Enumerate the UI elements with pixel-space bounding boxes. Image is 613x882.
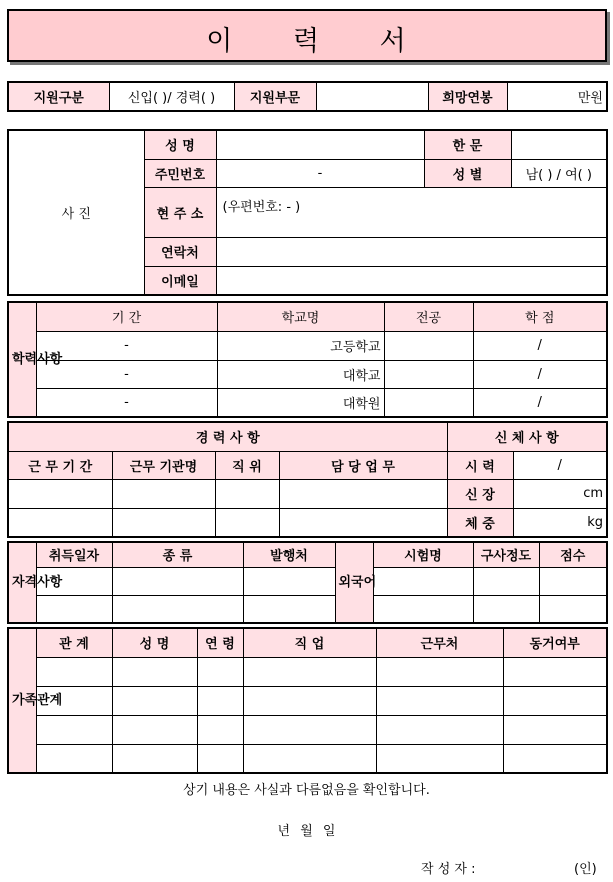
table-row — [8, 744, 607, 773]
family-cell[interactable] — [112, 715, 197, 744]
confirm-statement: 상기 내용은 사실과 다름없음을 확인합니다. — [183, 783, 430, 798]
qualification-side-label: 자격사항 — [8, 542, 36, 623]
family-cell[interactable] — [376, 744, 503, 773]
family-header-workplace: 근무처 — [376, 628, 503, 657]
salary-label: 희망연봉 — [428, 82, 507, 111]
family-cell[interactable] — [243, 657, 376, 686]
qual-cell[interactable] — [243, 567, 335, 595]
career-header-duty: 담 당 업 무 — [279, 451, 447, 479]
lang-header-test: 시험명 — [373, 542, 473, 567]
family-cell[interactable] — [376, 657, 503, 686]
apply-table — [7, 81, 608, 112]
qual-cell[interactable] — [243, 595, 335, 623]
career-cell[interactable] — [279, 479, 447, 508]
edu-header-school: 학교명 — [217, 302, 384, 331]
career-cell[interactable] — [279, 508, 447, 537]
rrn-field[interactable]: - — [216, 159, 424, 187]
height-label: 신 장 — [447, 479, 513, 508]
qual-cell[interactable] — [112, 567, 243, 595]
edu-period[interactable]: - — [36, 360, 217, 388]
body-section-label: 신 체 사 항 — [447, 422, 607, 451]
page-title: 이 력 서 — [206, 26, 408, 57]
career-cell[interactable] — [215, 508, 279, 537]
lang-cell[interactable] — [473, 595, 539, 623]
table-row — [8, 686, 607, 715]
family-cell[interactable] — [112, 657, 197, 686]
eyesight-label: 시 력 — [447, 451, 513, 479]
career-table — [7, 421, 608, 538]
family-header-age: 연 령 — [197, 628, 243, 657]
edu-school[interactable]: 고등학교 — [217, 331, 384, 360]
name-field[interactable] — [216, 130, 424, 159]
contact-field[interactable] — [216, 237, 607, 266]
lang-header-level: 구사정도 — [473, 542, 539, 567]
career-header-period: 근 무 기 간 — [8, 451, 112, 479]
table-row — [8, 360, 607, 388]
family-cell[interactable] — [36, 657, 112, 686]
rrn-label: 주민번호 — [144, 159, 216, 187]
email-field[interactable] — [216, 266, 607, 295]
family-header-job: 직 업 — [243, 628, 376, 657]
apply-dept-label: 지원부문 — [234, 82, 316, 111]
table-row — [8, 595, 607, 623]
edu-gpa[interactable]: / — [473, 360, 607, 388]
career-cell[interactable] — [8, 479, 112, 508]
seal-mark: (인) — [574, 862, 597, 877]
family-cell[interactable] — [376, 715, 503, 744]
gender-field[interactable]: 남( ) / 여( ) — [511, 159, 607, 187]
education-side-label: 학력사항 — [8, 302, 36, 417]
edu-header-major: 전공 — [384, 302, 473, 331]
edu-school[interactable]: 대학교 — [217, 360, 384, 388]
family-cell[interactable] — [503, 715, 607, 744]
table-row — [8, 508, 607, 537]
edu-school[interactable]: 대학원 — [217, 388, 384, 417]
lang-cell[interactable] — [373, 595, 473, 623]
career-cell[interactable] — [8, 508, 112, 537]
table-row — [8, 657, 607, 686]
edu-header-gpa: 학 점 — [473, 302, 607, 331]
family-header-relation: 관 계 — [36, 628, 112, 657]
edu-period[interactable]: - — [36, 388, 217, 417]
name-label: 성 명 — [144, 130, 216, 159]
weight-value[interactable]: kg — [513, 508, 607, 537]
career-cell[interactable] — [215, 479, 279, 508]
address-label: 현 주 소 — [144, 187, 216, 237]
family-cell[interactable] — [112, 686, 197, 715]
family-table — [7, 627, 608, 774]
photo-area[interactable]: 사 진 — [8, 130, 144, 295]
edu-period[interactable]: - — [36, 331, 217, 360]
career-header-position: 직 위 — [215, 451, 279, 479]
edu-gpa[interactable]: / — [473, 388, 607, 417]
edu-header-period: 기 간 — [36, 302, 217, 331]
edu-gpa[interactable]: / — [473, 331, 607, 360]
writer-label: 작 성 자 : — [421, 862, 476, 877]
lang-cell[interactable] — [539, 595, 607, 623]
qualification-table — [7, 541, 608, 624]
family-cell[interactable] — [36, 715, 112, 744]
lang-cell[interactable] — [373, 567, 473, 595]
family-cell[interactable] — [243, 715, 376, 744]
table-row — [8, 715, 607, 744]
table-row — [8, 479, 607, 508]
title-box — [7, 9, 607, 62]
qual-header-issuer: 발행처 — [243, 542, 335, 567]
lang-header-score: 점수 — [539, 542, 607, 567]
family-header-cohabit: 동거여부 — [503, 628, 607, 657]
family-cell[interactable] — [503, 686, 607, 715]
edu-major[interactable] — [384, 360, 473, 388]
address-field[interactable]: (우편번호: - ) — [216, 187, 607, 237]
date-line: 년 월 일 — [277, 824, 336, 839]
family-cell[interactable] — [197, 686, 243, 715]
edu-major[interactable] — [384, 388, 473, 417]
qual-cell[interactable] — [36, 595, 112, 623]
table-row — [8, 331, 607, 360]
qual-header-date: 취득일자 — [36, 542, 112, 567]
family-cell[interactable] — [112, 744, 197, 773]
gender-label: 성 별 — [424, 159, 511, 187]
family-cell[interactable] — [197, 744, 243, 773]
qual-header-type: 종 류 — [112, 542, 243, 567]
family-cell[interactable] — [197, 657, 243, 686]
family-cell[interactable] — [376, 686, 503, 715]
personal-table — [7, 129, 608, 296]
edu-major[interactable] — [384, 331, 473, 360]
family-header-name: 성 명 — [112, 628, 197, 657]
table-row — [8, 388, 607, 417]
apply-type-label: 지원구분 — [8, 82, 109, 111]
career-section-label: 경 력 사 항 — [8, 422, 447, 451]
career-cell[interactable] — [112, 479, 215, 508]
email-label: 이메일 — [144, 266, 216, 295]
family-cell[interactable] — [503, 744, 607, 773]
family-cell[interactable] — [503, 657, 607, 686]
table-row — [8, 567, 607, 595]
hanja-label: 한 문 — [424, 130, 511, 159]
apply-dept-value[interactable] — [316, 82, 428, 111]
hanja-field[interactable] — [511, 130, 607, 159]
language-side-label: 외국어 — [335, 542, 373, 623]
salary-value[interactable]: 만원 — [507, 82, 607, 111]
apply-type-value[interactable]: 신입( )/ 경력( ) — [109, 82, 234, 111]
lang-cell[interactable] — [539, 567, 607, 595]
family-side-label: 가족관계 — [8, 628, 36, 773]
family-cell[interactable] — [36, 744, 112, 773]
family-cell[interactable] — [197, 715, 243, 744]
eyesight-value[interactable]: / — [513, 451, 607, 479]
family-cell[interactable] — [243, 744, 376, 773]
qual-cell[interactable] — [112, 595, 243, 623]
height-value[interactable]: cm — [513, 479, 607, 508]
family-cell[interactable] — [243, 686, 376, 715]
education-table — [7, 301, 608, 418]
weight-label: 체 중 — [447, 508, 513, 537]
career-cell[interactable] — [112, 508, 215, 537]
contact-label: 연락처 — [144, 237, 216, 266]
lang-cell[interactable] — [473, 567, 539, 595]
career-header-org: 근무 기관명 — [112, 451, 215, 479]
